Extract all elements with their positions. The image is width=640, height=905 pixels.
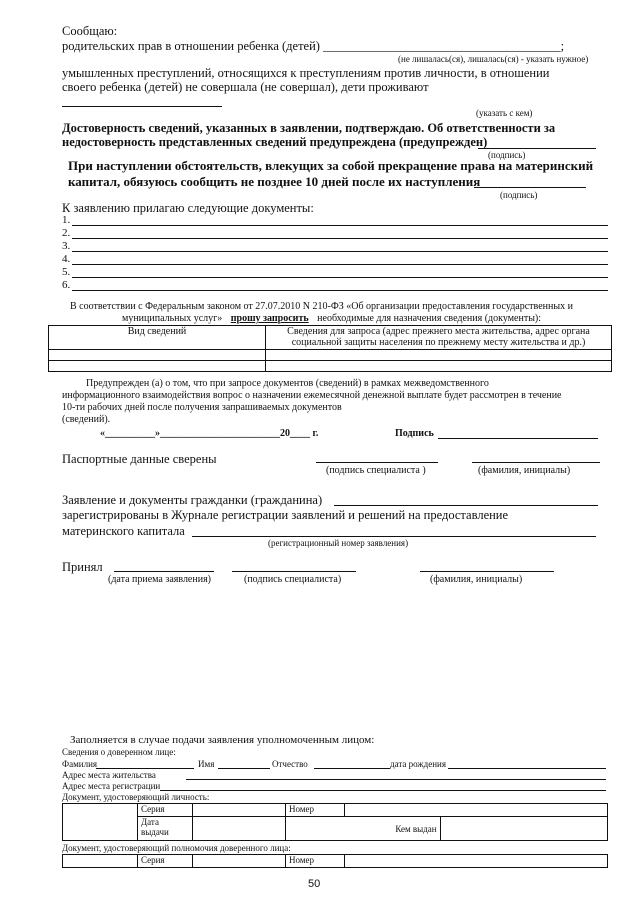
proxy-id-blank-cell <box>63 804 138 841</box>
proxy-reg-address-line[interactable] <box>160 790 606 791</box>
proxy-surname-line[interactable] <box>96 768 194 769</box>
proxy-patronymic-line[interactable] <box>314 768 390 769</box>
attachment-line-2[interactable] <box>72 238 608 239</box>
confirm-sign-line <box>478 148 596 149</box>
proxy-reg-address-label: Адрес места регистрации <box>62 781 161 791</box>
duty-line-2: капитал, обязуюсь сообщить не позднее 10 дней после их наступления <box>68 174 481 189</box>
proxy-id-series-cell[interactable] <box>193 804 286 817</box>
accepted-name-line[interactable] <box>420 571 554 572</box>
header-line-3: умышленных преступлений, относящихся к преступлениям против личности, в отношении <box>62 66 550 80</box>
passport-name-line[interactable] <box>472 462 600 463</box>
accepted-note-3: (фамилия, инициалы) <box>430 574 523 585</box>
header-line-4: своего ребенка (детей) не совершала (не совершал), дети проживают <box>62 80 429 94</box>
request-col-details-b: социальной защиты населения по прежнему месту жительства и др.) <box>291 337 586 348</box>
attachment-item-5: 5. <box>62 266 71 278</box>
proxy-id-number-cell[interactable] <box>345 804 608 817</box>
warning-sign-line[interactable] <box>438 438 598 439</box>
proxy-poa-table <box>62 854 608 868</box>
registration-note: (регистрационный номер заявления) <box>268 538 409 548</box>
attachment-line-4[interactable] <box>72 264 608 265</box>
proxy-id-issue-date-b: выдачи <box>141 827 169 837</box>
warning-line-4: (сведений). <box>62 414 111 425</box>
proxy-birth-line[interactable] <box>448 768 606 769</box>
request-cell[interactable] <box>49 350 266 361</box>
accepted-note-2: (подпись специалиста) <box>244 574 342 585</box>
proxy-surname-label: Фамилия <box>62 759 98 769</box>
proxy-poa-blank-cell <box>63 855 138 868</box>
proxy-birth-label: дата рождения <box>390 759 446 769</box>
registration-name-line[interactable] <box>334 505 598 506</box>
passport-sign-line[interactable] <box>316 462 438 463</box>
request-col-details <box>266 326 612 350</box>
warning-line-1: Предупрежден (а) о том, что при запросе документов (сведений) в рамках межведомственного <box>86 378 489 389</box>
proxy-poa-series-label: Серия <box>138 855 193 868</box>
request-line-2 <box>122 313 541 324</box>
duty-line-1: При наступлении обстоятельств, влекущих за собой прекращение права на материнский <box>68 158 594 173</box>
proxy-residence-line[interactable] <box>186 779 606 780</box>
attachment-item-4: 4. <box>62 253 71 265</box>
request-cell[interactable] <box>49 361 266 372</box>
header-line-2-note: (не лишалась(ся), лишалась(ся) - указать нужное) <box>398 54 589 64</box>
proxy-name-line[interactable] <box>218 768 270 769</box>
attachment-item-3: 3. <box>62 240 71 252</box>
confirm-sign-note: (подпись) <box>488 150 526 160</box>
request-line-2-c: необходимые для назначения сведения (документы): <box>317 313 542 324</box>
proxy-id-series-label: Серия <box>138 804 193 817</box>
warning-sign-label: Подпись <box>395 428 434 439</box>
attachments-title: К заявлению прилагаю следующие документы: <box>62 201 314 215</box>
header-line-2: родительских прав в отношении ребенка (детей) ______________________________________; <box>62 39 565 53</box>
proxy-poa-number-label: Номер <box>286 855 345 868</box>
proxy-id-table <box>62 803 608 841</box>
passport-label: Паспортные данные сверены <box>62 452 217 466</box>
accepted-label: Принял <box>62 560 103 574</box>
proxy-info: Сведения о доверенном лице: <box>62 747 176 757</box>
proxy-patronymic-label: Отчество <box>272 759 308 769</box>
request-table <box>48 325 612 372</box>
proxy-id-issue-date-label <box>138 817 193 841</box>
attachment-item-2: 2. <box>62 227 71 239</box>
proxy-residence-label: Адрес места жительства <box>62 770 156 780</box>
proxy-poa-number-cell[interactable] <box>345 855 608 868</box>
confirm-line-2: недостоверность представленных сведений предупреждена (предупрежден) <box>62 135 488 149</box>
attachment-line-1[interactable] <box>72 225 608 226</box>
proxy-name-label: Имя <box>198 759 215 769</box>
request-emphasis: прошу запросить <box>230 313 309 324</box>
accepted-date-line[interactable] <box>114 571 214 572</box>
duty-sign-line <box>474 187 586 188</box>
passport-note-2: (фамилия, инициалы) <box>478 465 571 476</box>
registration-line-3: материнского капитала <box>62 524 185 538</box>
request-col-details-a: Сведения для запроса (адрес прежнего места жительства, адрес органа <box>287 326 590 337</box>
registration-line-2: зарегистрированы в Журнале регистрации заявлений и решений на предоставление <box>62 508 509 522</box>
request-cell[interactable] <box>266 361 612 372</box>
attachment-item-6: 6. <box>62 279 71 291</box>
warning-date[interactable]: «__________»________________________20____ г. <box>100 428 319 439</box>
attachment-item-1: 1. <box>62 214 71 226</box>
proxy-id-number-label: Номер <box>286 804 345 817</box>
request-line-2-a: муниципальных услуг» <box>122 313 223 324</box>
header-line-5-note: (указать с кем) <box>476 108 533 118</box>
proxy-id-issued-by-label: Кем выдан <box>286 817 441 841</box>
proxy-id-issue-date-cell[interactable] <box>193 817 286 841</box>
accepted-note-1: (дата приема заявления) <box>108 574 212 585</box>
confirm-line-1: Достоверность сведений, указанных в заявлении, подтверждаю. Об ответственности за <box>62 121 556 135</box>
proxy-poa-label: Документ, удостоверяющий полномочия доверенного лица: <box>62 843 291 853</box>
duty-sign-note: (подпись) <box>500 190 538 200</box>
warning-line-3: 10-ти рабочих дней после получения запрашиваемых документов <box>62 402 342 413</box>
request-line-1: В соответствии с Федеральным законом от 27.07.2010 N 210-ФЗ «Об организации предоставления государственных и <box>70 301 573 312</box>
accepted-sign-line[interactable] <box>232 571 356 572</box>
header-line-1: Сообщаю: <box>62 24 118 38</box>
proxy-id-issue-date-a: Дата <box>141 817 159 827</box>
request-col-kind: Вид сведений <box>49 326 266 350</box>
warning-line-2: информационного взаимодействия вопрос о назначении ежемесячной денежной выплате будет рассмотрен в течение <box>62 390 562 401</box>
registration-number-line[interactable] <box>192 536 596 537</box>
proxy-poa-series-cell[interactable] <box>193 855 286 868</box>
children-live-with-line <box>62 106 222 107</box>
attachment-line-5[interactable] <box>72 277 608 278</box>
attachment-line-6[interactable] <box>72 290 608 291</box>
attachment-line-3[interactable] <box>72 251 608 252</box>
proxy-title: Заполняется в случае подачи заявления уполномоченным лицом: <box>70 734 375 746</box>
proxy-id-doc-label: Документ, удостоверяющий личность: <box>62 792 210 802</box>
passport-note-1: (подпись специалиста ) <box>326 465 426 476</box>
registration-line-1: Заявление и документы гражданки (гражданина) <box>62 493 323 507</box>
page-number: 50 <box>308 878 321 890</box>
request-cell[interactable] <box>266 350 612 361</box>
proxy-id-issued-by-cell[interactable] <box>440 817 607 841</box>
